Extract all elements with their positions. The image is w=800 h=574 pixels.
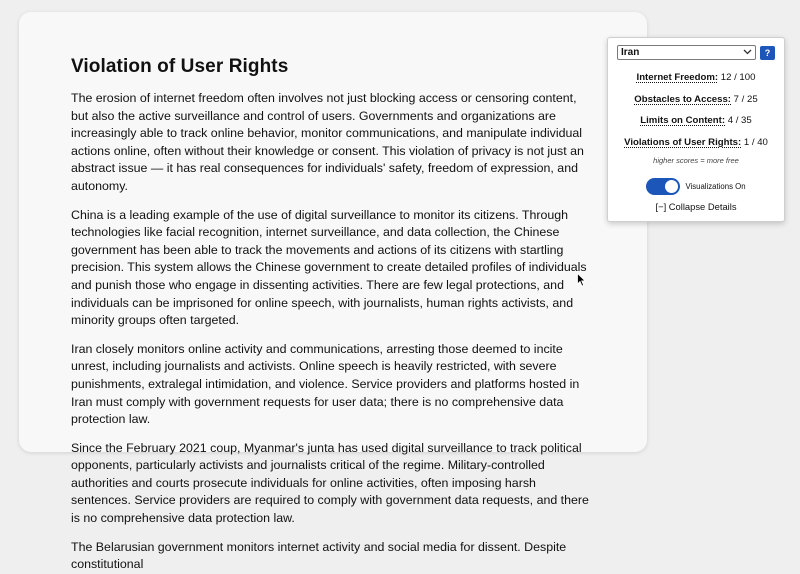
collapse-details-button[interactable]: [−] Collapse Details <box>655 201 737 212</box>
stat-value: 1 / 40 <box>743 136 768 148</box>
stat-label[interactable]: Limits on Content: <box>640 115 726 126</box>
visualizations-toggle-label: Visualizations On <box>685 182 746 191</box>
article-paragraph: China is a leading example of the use of digital surveillance to monitor its citizens. Through technologies like facial recognition, internet surveillance, and data collection, the Chinese government has been able to track the movements and actions of its citizens with startling precision. This system allows the Chinese government to create detailed profiles of individuals and punish those who engage in dissenting activities. There are few legal protections, and individuals can be imprisoned for online speech, with journalists, human rights activists, and minority groups often targeted. <box>71 207 587 328</box>
article-paragraph: The Belarusian government monitors internet activity and social media for dissent. Despite constitutional <box>71 539 567 572</box>
stat-label[interactable]: Internet Freedom: <box>636 72 719 83</box>
chevron-down-icon <box>743 48 752 57</box>
stat-value: 7 / 25 <box>733 93 758 105</box>
mouse-pointer-icon <box>577 273 587 287</box>
stat-value: 12 / 100 <box>720 72 756 83</box>
country-select-value: Iran <box>621 47 640 58</box>
stat-obstacles-to-access <box>617 94 775 105</box>
article-paragraph: The erosion of internet freedom often involves not just blocking access or censoring content, but also the active surveillance and control of users. Governments and organizations are increasingly able to track online behavior, monitor communications, and manipulate individual actions online, often without their knowledge or consent. This violation of privacy is not just an abstract issue — it has real consequences for individuals' safety, freedom of expression, and autonomy. <box>71 91 584 193</box>
stat-internet-freedom <box>617 72 775 83</box>
article-card <box>19 12 647 572</box>
stat-violations-of-user-rights <box>617 137 775 148</box>
panel-header <box>617 45 775 60</box>
country-select[interactable] <box>617 45 756 60</box>
article-title: Violation of User Rights <box>71 56 289 77</box>
score-note: higher scores = more free <box>653 156 739 165</box>
stat-label[interactable]: Obstacles to Access: <box>634 93 731 105</box>
article-paragraph: Iran closely monitors online activity and communications, arresting those deemed to incite unrest, including journalists and activists. Online speech is heavily restricted, with severe punishments, extralegal intimidation, and violence. Service providers and platforms hosted in Iran must comply with government requests for user data; there is no comprehensive data protection law. <box>71 341 580 427</box>
visualizations-toggle-row <box>617 178 775 195</box>
stat-value: 4 / 35 <box>727 115 752 126</box>
stat-limits-on-content <box>617 115 775 126</box>
toggle-knob <box>665 180 678 193</box>
country-details-panel <box>607 37 785 222</box>
help-button[interactable]: ? <box>760 46 775 60</box>
score-list <box>617 72 775 148</box>
article-paragraph: Since the February 2021 coup, Myanmar's junta has used digital surveillance to track political opponents, particularly activists and journalists critical of the regime. Military-controlled authorities and courts prosecute individuals for online activities, often imposing harsh sentences. Service providers are required to comply with government data requests, and there is no comprehensive data protection law. <box>71 440 589 526</box>
stat-label[interactable]: Violations of User Rights: <box>624 136 742 148</box>
visualizations-toggle[interactable] <box>646 178 680 195</box>
